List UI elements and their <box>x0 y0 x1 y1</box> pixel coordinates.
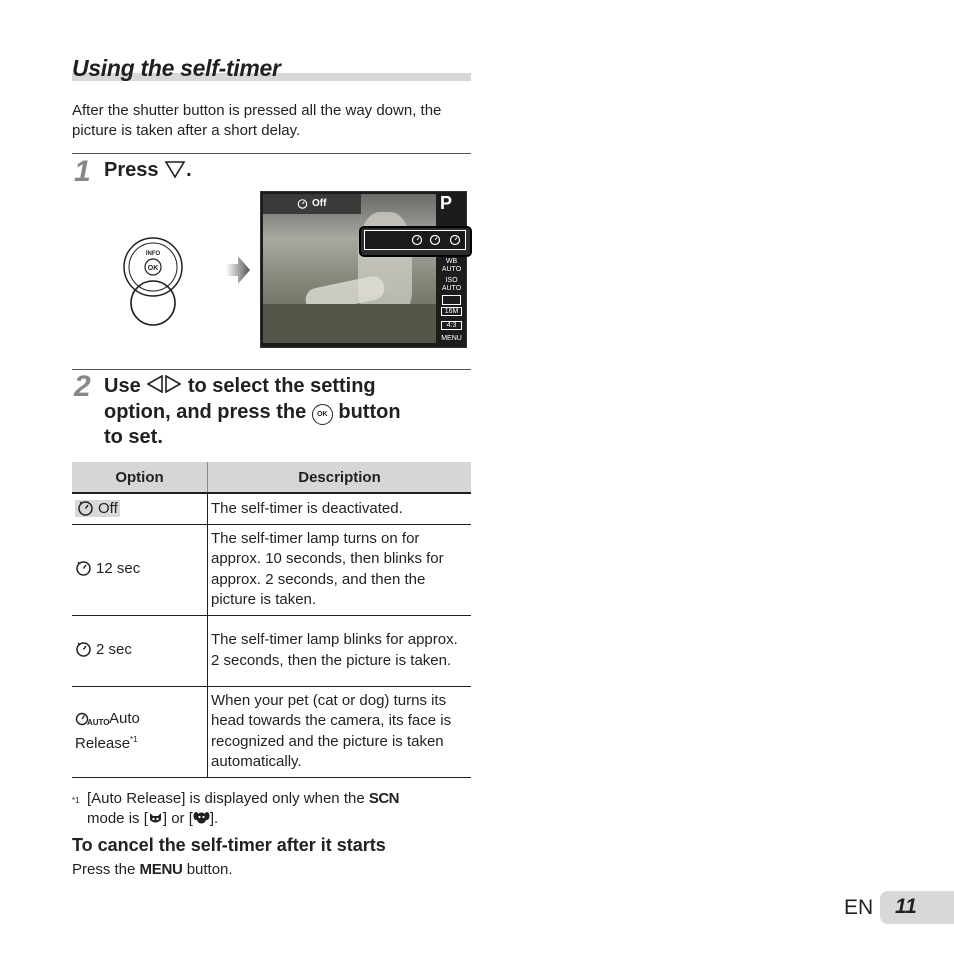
shooting-mode-indicator: P <box>440 193 453 213</box>
osd-timer-value: Off <box>312 198 327 209</box>
control-dial-illustration <box>122 236 184 326</box>
cancel-heading: To cancel the self-timer after it starts <box>72 835 386 855</box>
language-label: EN <box>844 896 874 919</box>
self-timer-12-icon <box>449 233 463 246</box>
osd-timer-status <box>263 194 361 214</box>
step2-line2b: button <box>338 400 401 423</box>
step2-instruction <box>104 374 464 451</box>
sample-photo <box>263 194 436 343</box>
self-timer-2-icon <box>429 233 443 246</box>
dog-icon <box>193 810 210 825</box>
option-label-auto: Auto <box>109 710 140 727</box>
option-cell <box>72 686 208 777</box>
table-row <box>72 686 471 777</box>
cancel-text-b: button. <box>186 861 233 878</box>
down-arrow-icon <box>164 160 186 178</box>
step1-suffix: . <box>186 159 192 181</box>
osd-aspect: 4:3 <box>441 321 462 330</box>
footnote-text-c: ] or [ <box>162 810 193 827</box>
right-arrow-icon <box>226 256 250 284</box>
step1-instruction <box>104 159 192 182</box>
osd-wb: WB AUTO <box>441 258 462 273</box>
footnote-text-b: mode is [ <box>87 810 148 827</box>
page-number-tab <box>880 891 954 924</box>
self-timer-12-icon <box>75 559 92 576</box>
dial-ok-label: OK <box>147 265 159 272</box>
self-timer-2-icon <box>75 640 92 657</box>
step2-line3: to set. <box>104 426 163 448</box>
description-cell: When your pet (cat or dog) turns its head towards the camera, its face is recognized and the picture is taken automatically. <box>208 686 472 777</box>
option-cell <box>72 524 208 615</box>
table-row <box>72 524 471 615</box>
cancel-text-a: Press the <box>72 861 136 878</box>
footnote-ref: *1 <box>130 734 138 744</box>
option-cell <box>72 493 208 524</box>
table-header-row <box>72 462 471 493</box>
description-cell: The self-timer lamp turns on for approx. 10 seconds, then blinks for approx. 2 seconds, and then the picture is taken. <box>208 524 472 615</box>
page-number: 11 <box>895 895 917 918</box>
step1-label: Press <box>104 159 159 181</box>
options-table <box>72 462 471 778</box>
option-label: 12 sec <box>96 560 141 578</box>
step2-number: 2 <box>74 370 91 403</box>
timer-option-strip <box>364 230 466 250</box>
header-option: Option <box>72 462 208 493</box>
osd-iso: ISO AUTO <box>441 277 462 292</box>
ok-button-icon: OK <box>312 404 333 425</box>
osd-menu: MENU <box>441 335 462 342</box>
option-label-release: Release <box>75 734 131 752</box>
step2-line1a: Use <box>104 375 141 397</box>
scn-mode-label: SCN <box>368 790 400 807</box>
option-cell <box>72 615 208 686</box>
step2-divider <box>72 369 471 370</box>
dial-info-label: INFO <box>145 251 161 257</box>
option-label: 2 sec <box>96 641 132 659</box>
footnote-body <box>87 789 472 829</box>
table-row <box>72 493 471 524</box>
auto-release-icon <box>75 710 110 727</box>
osd-image-size: 16M <box>441 307 462 316</box>
osd-compression-icon <box>442 295 461 305</box>
footnote-mark: *1 <box>72 796 80 805</box>
header-description: Description <box>208 462 472 493</box>
description-cell: The self-timer is deactivated. <box>208 493 472 524</box>
cat-icon <box>148 810 163 825</box>
intro-paragraph: After the shutter button is pressed all the way down, the picture is taken after a short delay. <box>72 102 442 139</box>
page-title: Using the self-timer <box>72 55 281 81</box>
step1-divider <box>72 153 471 154</box>
footnote-text-a: [Auto Release] is displayed only when the <box>87 790 365 807</box>
left-arrow-icon <box>146 374 164 394</box>
step1-number: 1 <box>74 155 91 188</box>
self-timer-icon <box>297 198 308 209</box>
self-timer-icon <box>77 499 94 516</box>
svg-text:AUTO: AUTO <box>87 718 110 727</box>
step2-line2a: option, and press the <box>104 400 307 423</box>
off-option <box>75 500 120 517</box>
option-label: Off <box>98 499 118 517</box>
step2-line1b: to select the setting <box>187 375 376 397</box>
description-cell: The self-timer lamp blinks for approx. 2 seconds, then the picture is taken. <box>208 615 472 686</box>
footnote-text-d: ]. <box>209 810 219 827</box>
menu-button-label: MENU <box>139 861 183 878</box>
cancel-instruction <box>72 861 233 878</box>
osd-side-icons <box>438 194 465 345</box>
table-row <box>72 615 471 686</box>
right-arrow-outline-icon <box>164 374 182 394</box>
self-timer-auto-icon <box>411 233 425 246</box>
